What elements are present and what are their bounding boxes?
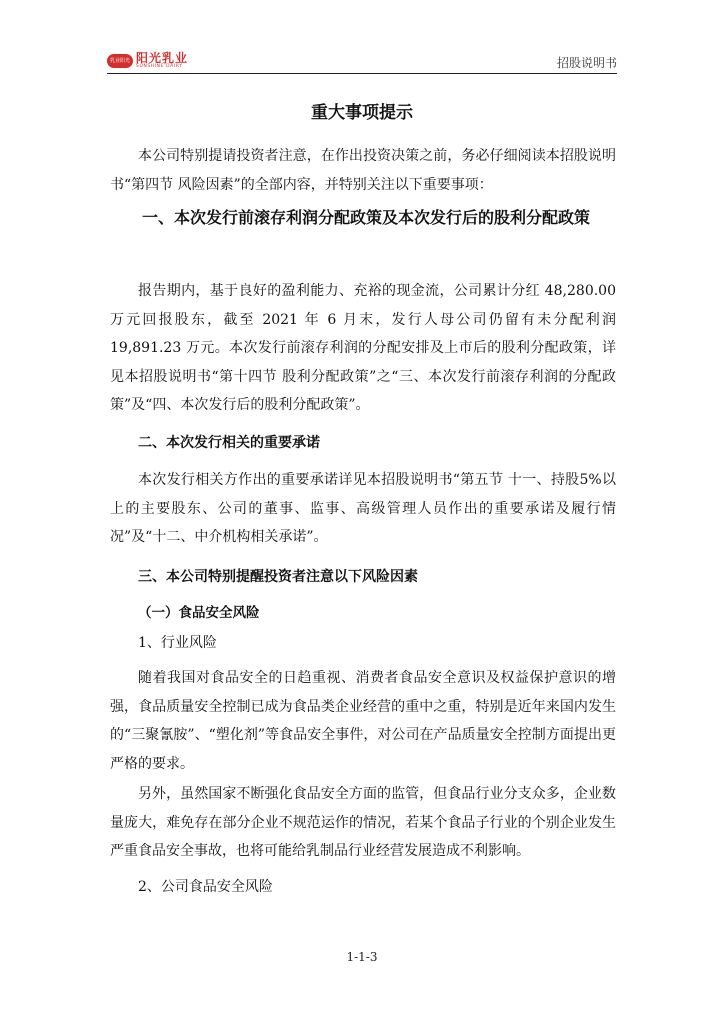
- section-3-heading: 三、本公司特别提醒投资者注意以下风险因素: [138, 569, 418, 585]
- logo-badge: 乳业阳光: [107, 54, 133, 68]
- document-type: 招股说明书: [556, 56, 617, 70]
- section-1-heading: 一、本次发行前滚存利润分配政策及本次发行后的股利分配政策: [142, 208, 591, 227]
- company-food-safety-risk-title: 2、公司食品安全风险: [138, 879, 273, 895]
- section-2-heading: 二、本次发行相关的重要承诺: [138, 435, 320, 451]
- page-number: 1-1-3: [346, 950, 378, 964]
- industry-risk-title: 1、行业风险: [138, 635, 217, 651]
- industry-risk-paragraph-2: 另外，虽然国家不断强化食品安全方面的监管，但食品行业分支众多，企业数量庞大，难免存在部分企业不规范运作的情况，若某个食品子行业的个别企业发生严重食品安全事故，也将可能给乳制品行业经营发展造成不利影响。: [110, 786, 616, 860]
- intro-paragraph: 本公司特别提请投资者注意，在作出投资决策之前，务必仔细阅读本招股说明书“第四节 风险因素”的全部内容，并特别关注以下重要事项：: [110, 148, 616, 193]
- section-2-body: 本次发行相关方作出的重要承诺详见本招股说明书“第五节 十一、持股5%以上的主要股东、公司的董事、监事、高级管理人员作出的重要承诺及履行情况”及“十二、中介机构相关承诺”。: [110, 472, 616, 546]
- page-title: 重大事项提示: [311, 103, 413, 123]
- logo-chinese-name: 阳光乳业: [136, 51, 189, 66]
- section-1-body: 报告期内，基于良好的盈利能力、充裕的现金流，公司累计分红 48,280.00 万元回报股东，截至 2021 年 6 月末，发行人母公司仍留有未分配利润 19,891.23 万元。本次发行前滚存利润的分配安排及上市后的股利分配政策，详见本招股说明书“第十四节 股利分配政策”之“三、本次发行前滚存利润的分配政策”及“四、本次发行后的股利分配政策”。: [110, 283, 616, 414]
- logo-english-name: SUNSHINE DAIRY: [136, 64, 183, 70]
- page-header: [107, 48, 617, 74]
- food-safety-risk-heading: （一）食品安全风险: [138, 605, 260, 621]
- company-logo: [107, 50, 188, 72]
- header-divider: [107, 73, 617, 74]
- industry-risk-paragraph-1: 随着我国对食品安全的日趋重视、消费者食品安全意识及权益保护意识的增强，食品质量安全控制已成为食品类企业经营的重中之重，特别是近年来国内发生的“三聚氰胺”、“塑化剂”等食品安全事件，对公司在产品质量安全控制方面提出更严格的要求。: [110, 670, 616, 772]
